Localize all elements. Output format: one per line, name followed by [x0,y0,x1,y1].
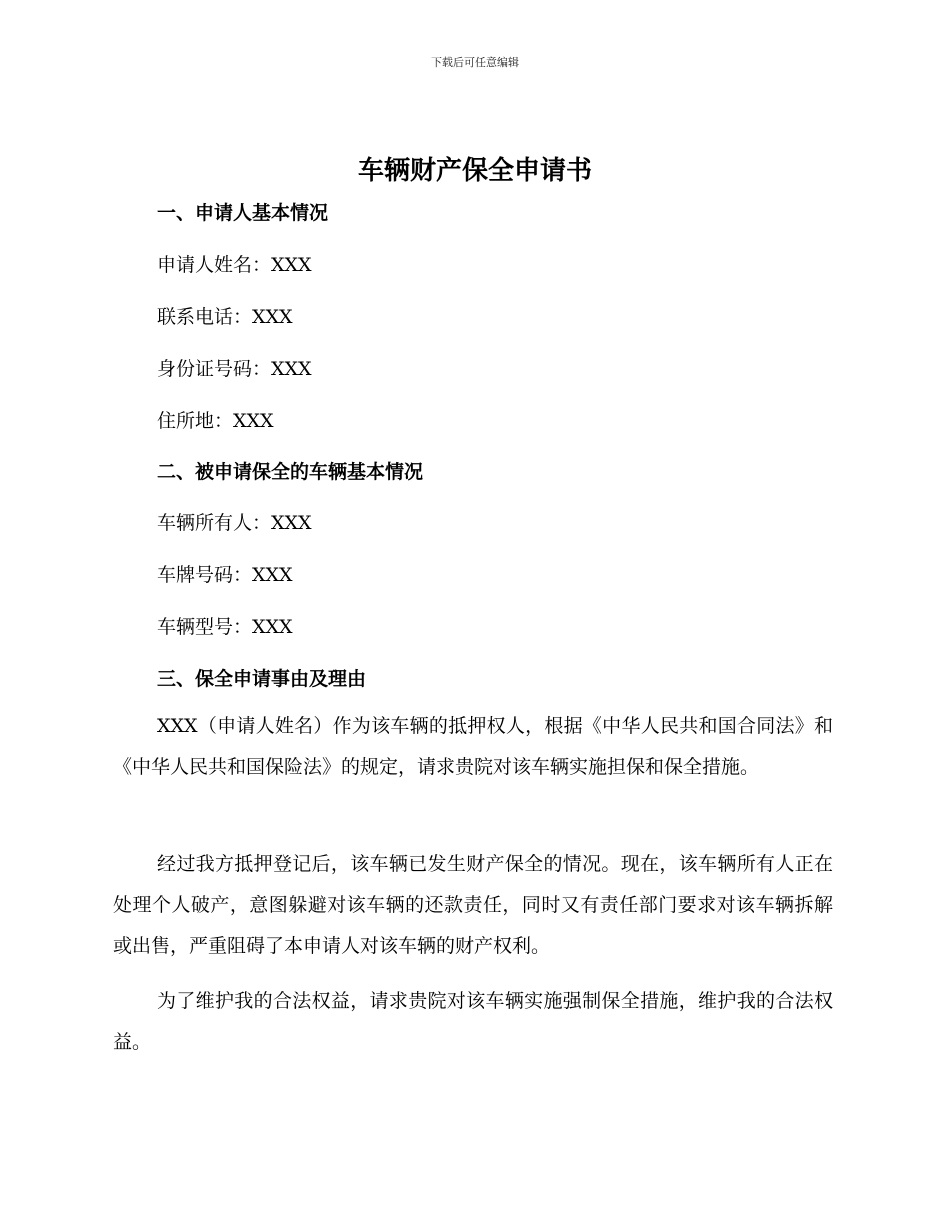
field-vehicle-model: 车辆型号：XXX [157,616,293,638]
paragraph-reason-2: 经过我方抵押登记后，该车辆已发生财产保全的情况。现在，该车辆所有人正在处理个人破产，意图躲避对该车辆的还款责任，同时又有责任部门要求对该车辆拆解或出售，严重阻碍了本申请人对该车辆的财产权利。 [113,853,833,957]
field-id-number: 身份证号码：XXX [157,358,312,380]
paragraph-reason-3: 为了维护我的合法权益，请求贵院对该车辆实施强制保全措施，维护我的合法权益。 [113,990,833,1053]
paragraph-reason-1: XXX（申请人姓名）作为该车辆的抵押权人，根据《中华人民共和国合同法》和《中华人民共和国保险法》的规定，请求贵院对该车辆实施担保和保全措施。 [113,715,833,778]
field-vehicle-owner: 车辆所有人：XXX [157,512,312,534]
section-heading-reasons: 三、保全申请事由及理由 [157,668,367,690]
section-heading-vehicle: 二、被申请保全的车辆基本情况 [157,461,424,483]
section-heading-applicant: 一、申请人基本情况 [157,202,329,224]
document-title: 车辆财产保全申请书 [357,156,592,186]
page-header-note: 下载后可任意编辑 [431,56,519,69]
field-phone: 联系电话：XXX [157,306,293,328]
field-address: 住所地：XXX [157,410,274,432]
field-applicant-name: 申请人姓名：XXX [157,254,312,276]
field-plate-number: 车牌号码：XXX [157,564,293,586]
